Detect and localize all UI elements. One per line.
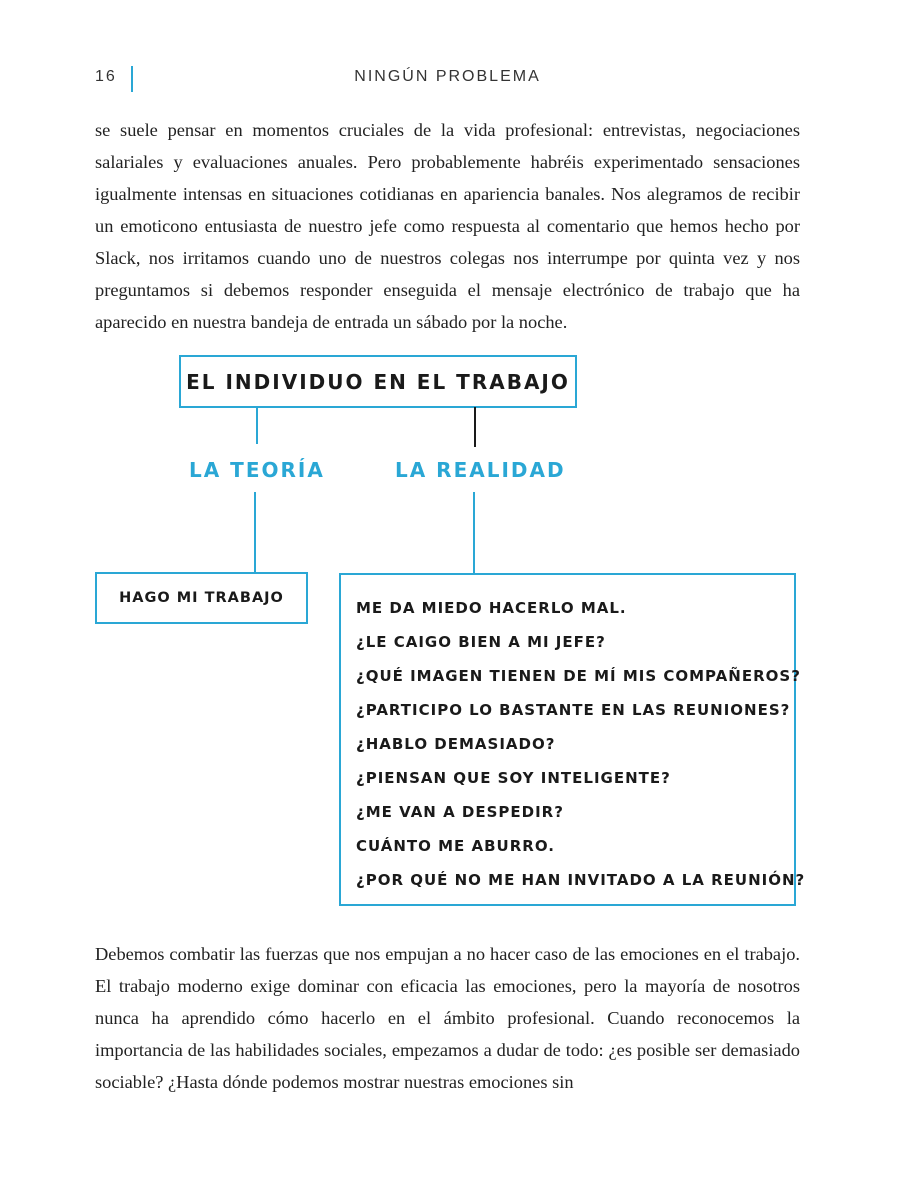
page-number: 16	[95, 68, 117, 85]
theory-box	[95, 572, 308, 624]
connector-theory-box	[254, 492, 256, 572]
body-paragraph-2: Debemos combatir las fuerzas que nos empujan a no hacer caso de las emociones en el trabajo. El trabajo moderno exige dominar con eficacia las emociones, pero la mayoría de nosotros nunca ha aprendido cómo hacerlo en el ámbito profesional. Cuando reconocemos la importancia de las habilidades sociales, empezamos a dudar de todo: ¿es posible ser demasiado sociable? ¿Hasta dónde podemos mostrar nuestras emociones sin	[95, 944, 800, 1092]
theory-label: LA TEORÍA	[189, 458, 325, 482]
reality-box	[339, 573, 806, 906]
reality-item: ¿HABLO DEMASIADO?	[356, 735, 556, 753]
reality-item: ¿ME VAN A DESPEDIR?	[356, 803, 564, 821]
body-paragraph-1: se suele pensar en momentos cruciales de la vida profesional: entrevistas, negociaciones salariales y evaluaciones anuales. Pero probablemente habréis experimentado sensaciones igualmente intensas en situaciones cotidianas en apariencia banales. Nos alegramos de recibir un emoticono entusiasta de nuestro jefe como respuesta al comentario que hemos hecho por Slack, nos irritamos cuando uno de nuestros colegas nos interrumpe por quinta vez y nos preguntamos si debemos responder enseguida el mensaje electrónico de trabajo que ha aparecido en nuestra bandeja de entrada un sábado por la noche.	[95, 120, 800, 332]
connector-title-theory	[256, 407, 258, 444]
reality-item: ¿PIENSAN QUE SOY INTELIGENTE?	[356, 769, 671, 787]
reality-item: ¿LE CAIGO BIEN A MI JEFE?	[356, 633, 606, 651]
reality-item: ¿POR QUÉ NO ME HAN INVITADO A LA REUNIÓN?	[356, 871, 806, 889]
reality-item: ME DA MIEDO HACERLO MAL.	[356, 599, 627, 617]
diagram-title-box	[179, 355, 577, 408]
reality-item: ¿PARTICIPO LO BASTANTE EN LAS REUNIONES?	[356, 701, 791, 719]
theory-item: HAGO MI TRABAJO	[119, 590, 284, 606]
page-header	[95, 66, 800, 94]
diagram-title: EL INDIVIDUO EN EL TRABAJO	[186, 369, 570, 394]
reality-item: ¿QUÉ IMAGEN TIENEN DE MÍ MIS COMPAÑEROS?	[356, 667, 801, 685]
connector-title-reality	[474, 407, 476, 447]
reality-item: CUÁNTO ME ABURRO.	[356, 837, 555, 855]
reality-label: LA REALIDAD	[395, 458, 566, 482]
connector-reality-box	[473, 492, 475, 573]
running-title: NINGÚN PROBLEMA	[354, 68, 541, 85]
